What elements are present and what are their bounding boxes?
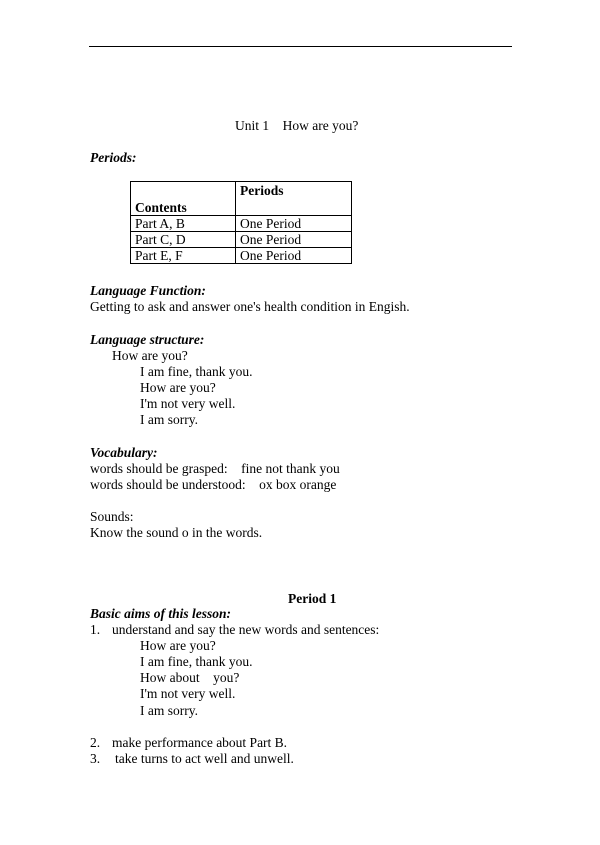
language-structure-heading: Language structure:	[90, 332, 205, 347]
aim-2-number: 2.	[90, 735, 101, 750]
table-cell: One Period	[236, 216, 352, 232]
table-cell: One Period	[236, 232, 352, 248]
language-function-heading: Language Function:	[90, 283, 206, 298]
periods-table	[130, 181, 352, 264]
aim-sentence: How are you?	[140, 638, 216, 653]
aim-1-text: understand and say the new words and sentences:	[112, 622, 380, 637]
aim-3-text: take turns to act well and unwell.	[115, 751, 294, 766]
structure-line: I'm not very well.	[140, 396, 236, 411]
basic-aims-heading: Basic aims of this lesson:	[90, 606, 232, 621]
table-cell: Part A, B	[131, 216, 236, 232]
structure-line: I am fine, thank you.	[140, 364, 253, 379]
vocabulary-understood: words should be understood: ox box orange	[90, 477, 337, 492]
aim-2-text: make performance about Part B.	[112, 735, 288, 750]
aim-sentence: How about you?	[140, 670, 240, 685]
table-cell: One Period	[236, 248, 352, 264]
table-header-periods: Periods	[236, 182, 352, 216]
page-title: Unit 1 How are you?	[235, 118, 359, 133]
sounds-heading: Sounds:	[90, 509, 134, 524]
header-rule	[89, 46, 512, 47]
aim-1-number: 1.	[90, 622, 101, 637]
structure-line: I am sorry.	[140, 412, 198, 427]
vocabulary-heading: Vocabulary:	[90, 445, 158, 460]
table-cell: Part E, F	[131, 248, 236, 264]
structure-line: How are you?	[112, 348, 188, 363]
aim-sentence: I'm not very well.	[140, 686, 236, 701]
table-header-contents: Contents	[131, 182, 236, 216]
period-1-title: Period 1	[288, 591, 337, 606]
aim-sentence: I am fine, thank you.	[140, 654, 253, 669]
aim-3-number: 3.	[90, 751, 101, 766]
sounds-text: Know the sound o in the words.	[90, 525, 263, 540]
table-row	[131, 248, 352, 264]
table-row	[131, 232, 352, 248]
vocabulary-grasped: words should be grasped: fine not thank you	[90, 461, 340, 476]
table-cell: Part C, D	[131, 232, 236, 248]
aim-sentence: I am sorry.	[140, 703, 198, 718]
language-function-text: Getting to ask and answer one's health condition in Engish.	[90, 299, 410, 314]
table-header-row	[131, 182, 352, 216]
table-row	[131, 216, 352, 232]
structure-line: How are you?	[140, 380, 216, 395]
periods-heading: Periods:	[90, 150, 137, 165]
